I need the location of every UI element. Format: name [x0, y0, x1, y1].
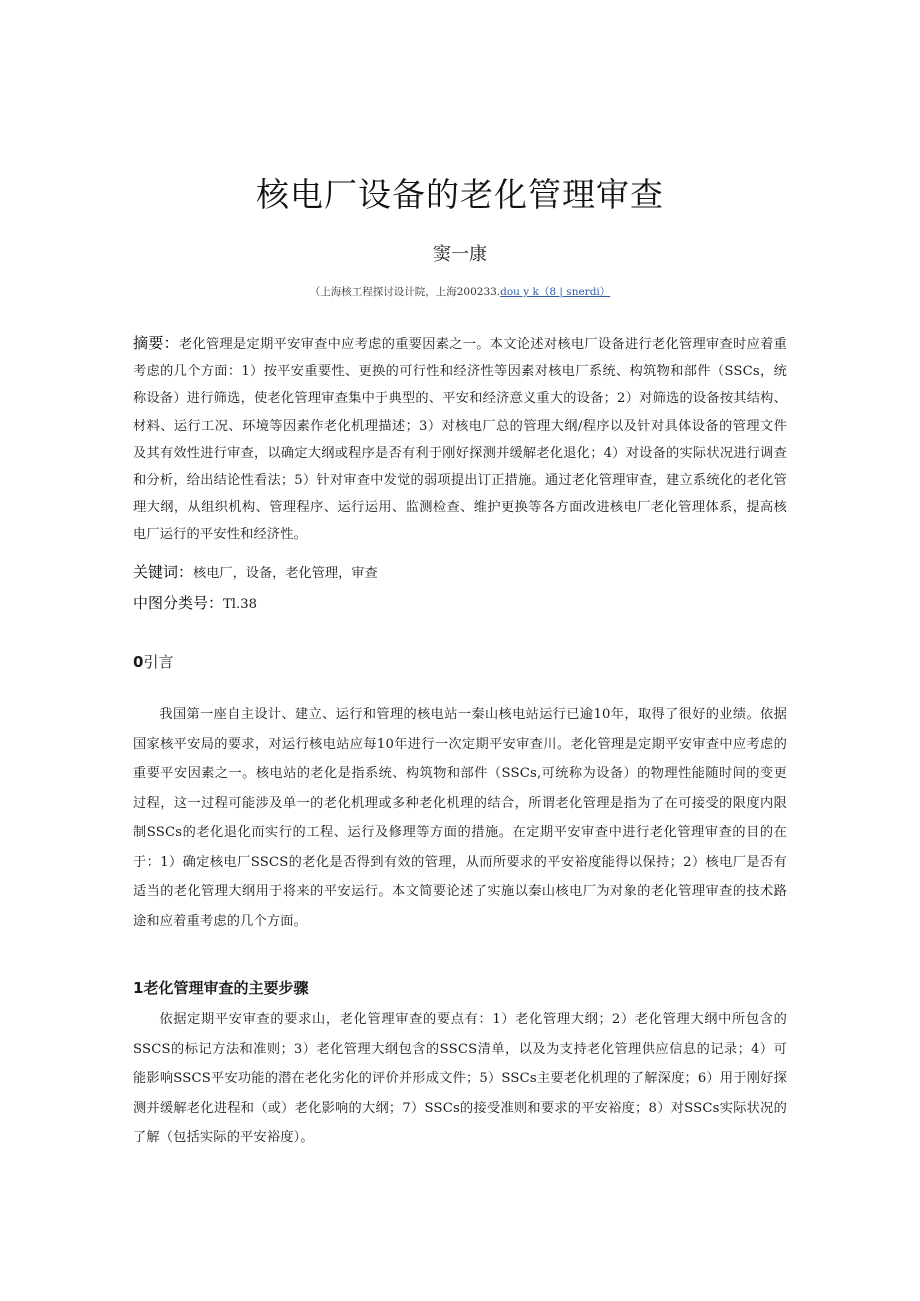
steps-paragraph: 依据定期平安审查的要求山，老化管理审查的要点有：1）老化管理大纲；2）老化管理大纲中所包含的SSCS的标记方法和准则；3）老化管理大纲包含的SSCS清单，以及为支持老化管理供应信息的记录；4）可能影响SSCS平安功能的潜在老化劣化的评价并形成文件；5）SSCs主要老化机理的了解深度；6）用于刚好探测并缓解老化进程和（或）老化影响的大纲；7）SSCs的接受准则和要求的平安裕度；8）对SSCs实际状况的了解（包括实际的平安裕度）。 — [133, 1012, 787, 1145]
clc-text: Tl.38 — [223, 597, 258, 612]
keywords-text: 核电厂，设备，老化管理，审查 — [193, 566, 378, 581]
author-email-link[interactable]: dou y k（8 | snerdi） — [500, 286, 611, 298]
section-title: 老化管理审查的主要步骤 — [143, 979, 309, 997]
section-title: 引言 — [143, 653, 174, 671]
affiliation-text: （上海核工程探讨设计院，上海200233. — [309, 286, 501, 298]
paper-title: 核电厂设备的老化管理审查 — [256, 175, 664, 214]
author-affiliation — [0, 284, 920, 300]
abstract-label: 摘要： — [133, 334, 179, 352]
section-heading-steps — [133, 976, 787, 1000]
clc-block — [133, 591, 787, 617]
author-name: 窦一康 — [433, 244, 487, 265]
keywords-block — [133, 560, 787, 586]
section-number: 1 — [133, 979, 144, 997]
section-number: 0 — [133, 653, 144, 671]
abstract-block — [133, 330, 787, 549]
keywords-label: 关键词： — [133, 563, 194, 581]
intro-paragraph: 我国第一座自主设计、建立、运行和管理的核电站一秦山核电站运行已逾10年，取得了很好的业绩。依据国家核平安局的要求，对运行核电站应每10年进行一次定期平安审查川。老化管理是定期平安审查中应考虑的重要平安因素之一。核电站的老化是指系统、构筑物和部件（SSCs,可统称为设备）的物理性能随时间的变更过程，这一过程可能涉及单一的老化机理或多种老化机理的结合，所谓老化管理是指为了在可接受的限度内限制SSCs的老化退化而实行的工程、运行及修理等方面的措施。在定期平安审查中进行老化管理审查的目的在于：1）确定核电厂SSCS的老化是否得到有效的管理，从而所要求的平安裕度能得以保持；2）核电厂是否有适当的老化管理大纲用于将来的平安运行。本文简要论述了实施以秦山核电厂为对象的老化管理审查的技术路途和应着重考虑的几个方面。 — [133, 707, 787, 929]
clc-label: 中图分类号： — [133, 594, 224, 612]
abstract-text: 老化管理是定期平安审查中应考虑的重要因素之一。本文论述对核电厂设备进行老化管理审查时应着重考虑的几个方面：1）按平安重要性、更换的可行性和经济性等因素对核电厂系统、构筑物和部件（SSCs，统称设备）进行筛选，使老化管理审查集中于典型的、平安和经济意义重大的设备；2）对筛选的设备按其结构、材料、运行工况、环境等因素作老化机理描述；3）对核电厂总的管理大纲/程序以及针对具体设备的管理文件及其有效性进行审查，以确定大纲或程序是否有利于刚好探测并缓解老化退化；4）对设备的实际状况进行调查和分析，给出结论性看法；5）针对审查中发觉的弱项提出订正措施。通过老化管理审查，建立系统化的老化管理大纲，从组织机构、管理程序、运行运用、监测检查、维护更换等各方面改进核电厂老化管理体系，提高核电厂运行的平安性和经济性。 — [133, 337, 787, 543]
section-heading-intro — [133, 650, 787, 674]
